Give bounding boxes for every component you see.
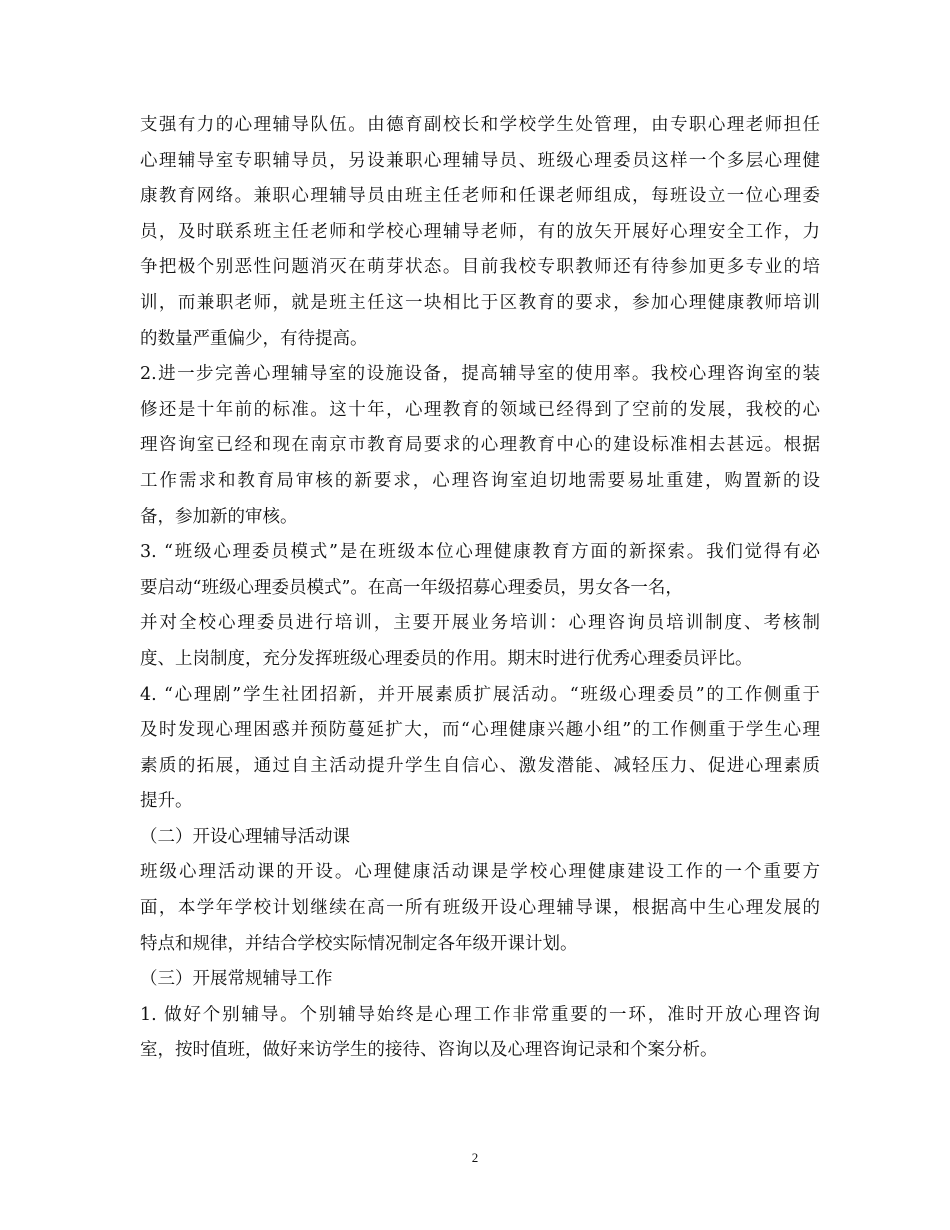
text-line: 班级心理活动课的开设。心理健康活动课是学校心理健康建设工作的一个重要方 xyxy=(140,862,820,883)
text-line: 度、上岗制度，充分发挥班级心理委员的作用。期末时进行优秀心理委员评比。 xyxy=(140,648,753,669)
text-line: 争把极个别恶性问题消灭在萌芽状态。目前我校专职教师还有待参加更多专业的培 xyxy=(140,257,820,278)
text-line: 备，参加新的审核。 xyxy=(140,506,298,527)
text-line: 要启动“班级心理委员模式”。在高一年级招募心理委员，男女各一名， xyxy=(140,577,683,598)
text-line: 康教育网络。兼职心理辅导员由班主任老师和任课老师组成，每班设立一位心理委 xyxy=(140,186,820,207)
document-body xyxy=(140,108,820,1069)
text-line: 工作需求和教育局审核的新要求，心理咨询室迫切地需要易址重建，购置新的设 xyxy=(140,470,820,491)
text-line: 心理辅导室专职辅导员，另设兼职心理辅导员、班级心理委员这样一个多层心理健 xyxy=(140,150,820,171)
text-line: 4. “心理剧”学生社团招新，并开展素质扩展活动。“班级心理委员”的工作侧重于 xyxy=(140,684,820,705)
text-line: 及时发现心理困惑并预防蔓延扩大，而“心理健康兴趣小组”的工作侧重于学生心理 xyxy=(140,720,820,741)
text-line: 特点和规律，并结合学校实际情况制定各年级开课计划。 xyxy=(140,933,578,954)
text-line: 修还是十年前的标准。这十年，心理教育的领域已经得到了空前的发展，我校的心 xyxy=(140,399,820,420)
text-line: 训，而兼职老师，就是班主任这一块相比于区教育的要求，参加心理健康教师培训 xyxy=(140,292,820,313)
text-line: 2.进一步完善心理辅导室的设施设备，提高辅导室的使用率。我校心理咨询室的装 xyxy=(140,364,820,385)
text-line: 支强有力的心理辅导队伍。由德育副校长和学校学生处管理，由专职心理老师担任 xyxy=(140,115,820,135)
text-line: 素质的拓展，通过自主活动提升学生自信心、激发潜能、减轻压力、促进心理素质 xyxy=(140,755,820,776)
text-line: 的数量严重偏少，有待提高。 xyxy=(140,328,368,349)
text-line: 1. 做好个别辅导。个别辅导始终是心理工作非常重要的一环，准时开放心理咨询 xyxy=(140,1004,820,1025)
text-line: 员，及时联系班主任老师和学校心理辅导老师，有的放矢开展好心理安全工作，力 xyxy=(140,221,820,242)
text-line: 3. “班级心理委员模式”是在班级本位心理健康教育方面的新探索。我们觉得有必 xyxy=(140,542,820,563)
text-line: （二）开设心理辅导活动课 xyxy=(140,826,350,847)
text-line: 理咨询室已经和现在南京市教育局要求的心理教育中心的建设标准相去甚远。根据 xyxy=(140,435,820,456)
page-number: 2 xyxy=(471,1150,479,1165)
text-line: （三）开展常规辅导工作 xyxy=(140,969,333,990)
text-line: 并对全校心理委员进行培训，主要开展业务培训：心理咨询员培训制度、考核制 xyxy=(140,613,820,634)
text-line: 室，按时值班，做好来访学生的接待、咨询以及心理咨询记录和个案分析。 xyxy=(140,1040,718,1061)
text-line: 面，本学年学校计划继续在高一所有班级开设心理辅导课，根据高中生心理发展的 xyxy=(140,898,820,919)
text-line: 提升。 xyxy=(140,791,193,812)
